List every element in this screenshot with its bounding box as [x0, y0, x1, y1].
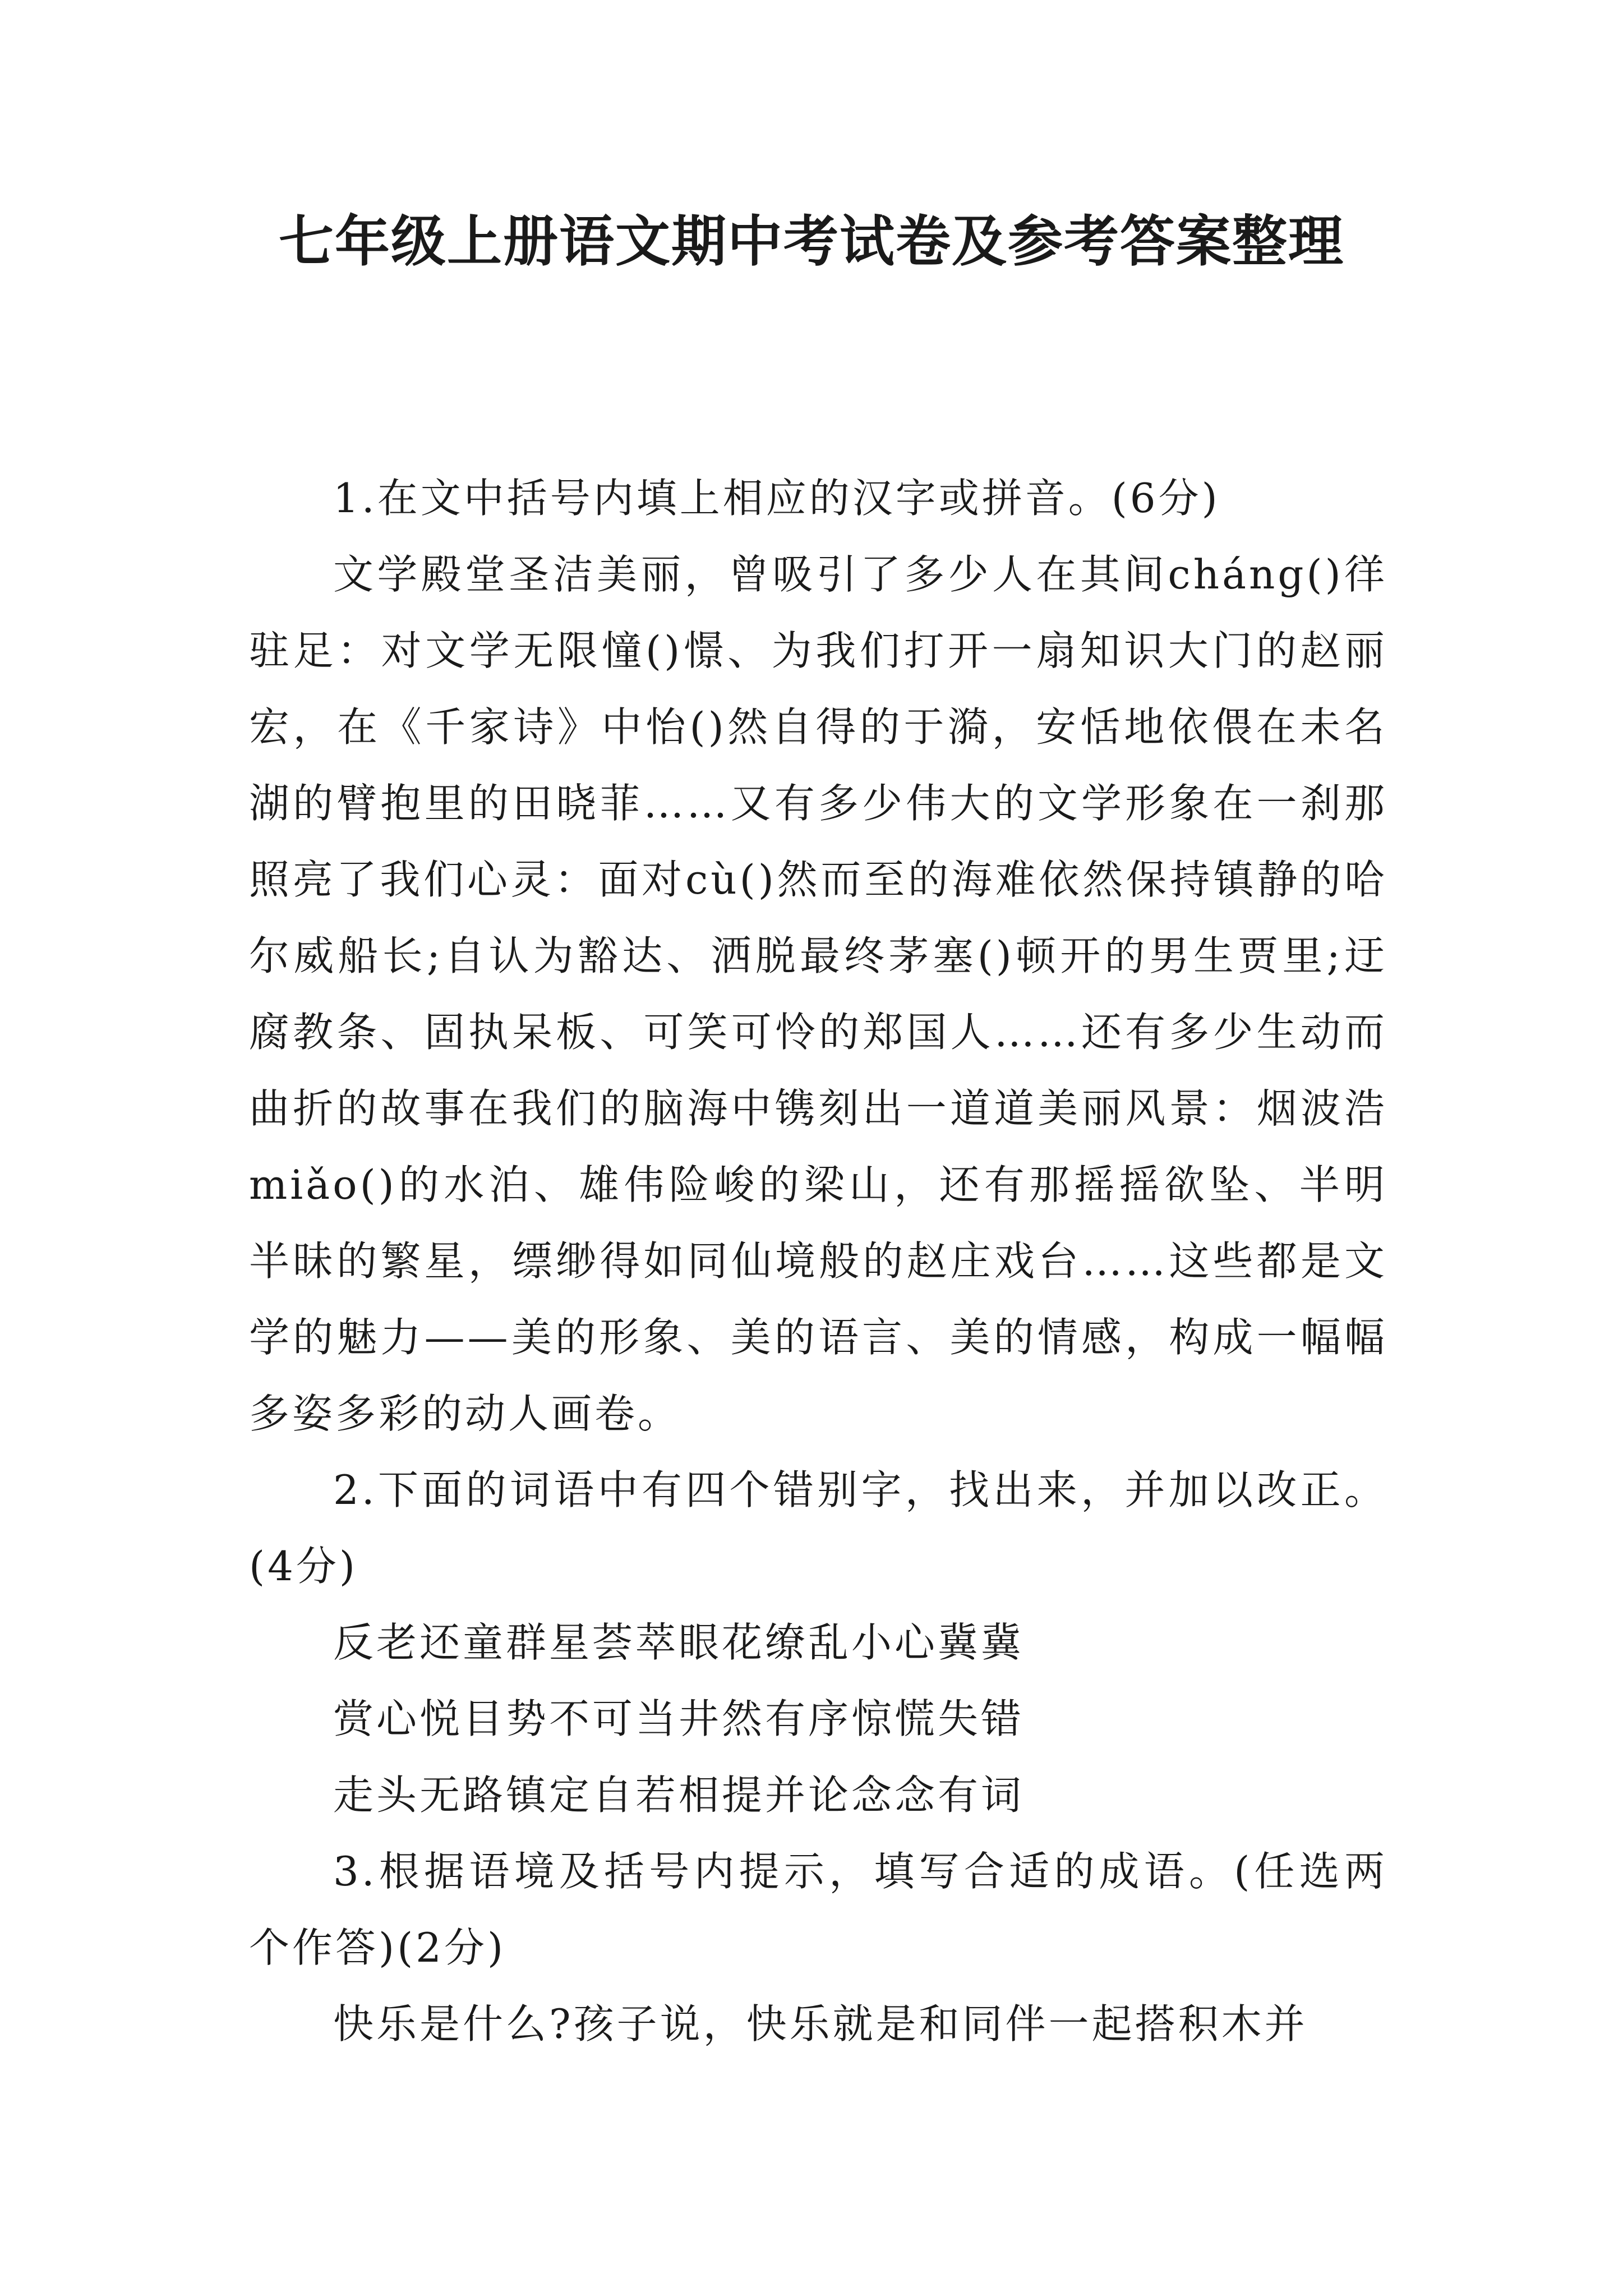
question-1-heading: 1.在文中括号内填上相应的汉字或拼音。(6分) [333, 475, 1220, 522]
question-2-heading: 2.下面的词语中有四个错别字，找出来，并加以改正。(4分) [249, 1466, 1387, 1590]
question-2-word-line-3: 走头无路镇定自若相提并论念念有词 [333, 1772, 1025, 1819]
question-2-word-line-2: 赏心悦目势不可当井然有序惊慌失错 [333, 1695, 1025, 1742]
question-1-passage: 文学殿堂圣洁美丽，曾吸引了多少人在其间cháng()徉驻足：对文学无限憧()憬、为我们打开一扇知识大门的赵丽宏，在《千家诗》中怡()然自得的于漪，安恬地依偎在未名湖的臂抱里的田晓菲……又有多少伟大的文学形象在一刹那照亮了我们心灵：面对cù()然而至的海难依然保持镇静的哈尔威船长;自认为豁达、洒脱最终茅塞()顿开的男生贾里;迂腐教条、固执呆板、可笑可怜的郑国人……还有多少生动而曲折的故事在我们的脑海中镌刻出一道道美丽风景：烟波浩miǎo()的水泊、雄伟险峻的梁山，还有那摇摇欲坠、半明半昧的繁星，缥缈得如同仙境般的赵庄戏台……这些都是文学的魅力——美的形象、美的语言、美的情感，构成一幅幅多姿多彩的动人画卷。 [249, 551, 1387, 1437]
document-title: 七年级上册语文期中考试卷及参考答案整理 [278, 209, 1344, 274]
question-3-heading: 3.根据语境及括号内提示，填写合适的成语。(任选两个作答)(2分) [249, 1848, 1387, 1971]
document-body [249, 460, 1387, 2062]
question-3-passage: 快乐是什么?孩子说，快乐就是和同伴一起搭积木并 [333, 2000, 1308, 2047]
question-2-word-line-1: 反老还童群星荟萃眼花缭乱小心冀冀 [333, 1619, 1025, 1666]
